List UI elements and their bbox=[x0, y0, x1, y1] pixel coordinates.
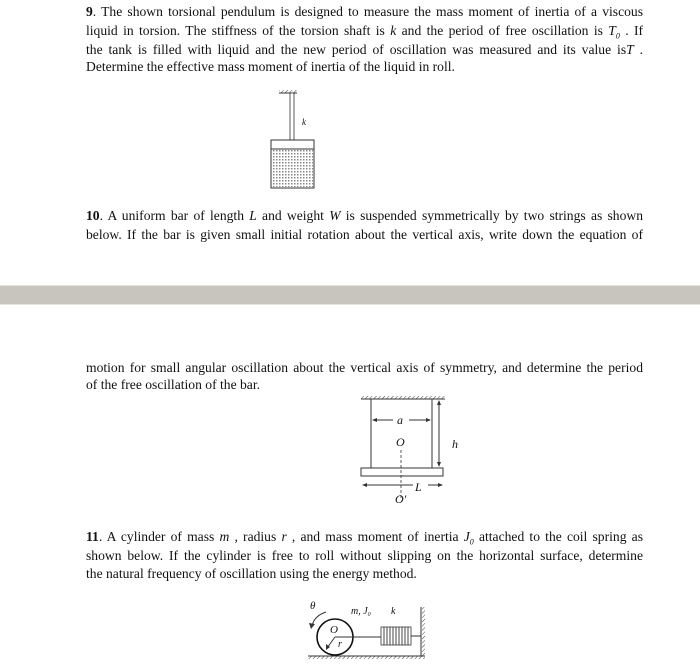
q9-line-1: 9. The shown torsional pendulum is designed to measure the mass moment of inertia of a viscous bbox=[86, 4, 643, 19]
rotation-arrowhead bbox=[309, 623, 315, 629]
q9-line-3: the tank is filled with liquid and the new period of oscillation was measured and its value isT . bbox=[86, 42, 643, 57]
label-k: k bbox=[391, 606, 396, 617]
symbol-T: T bbox=[626, 42, 634, 57]
q9-number: 9 bbox=[86, 4, 93, 19]
label-O-prime: O' bbox=[395, 492, 407, 506]
label-L: L bbox=[415, 480, 422, 494]
q11-line-2: shown below. If the cylinder is free to roll without slipping on the horizontal surface, determine bbox=[86, 548, 643, 563]
q11-line-3: the natural frequency of oscillation using the energy method. bbox=[86, 566, 417, 581]
q10-line-1: 10. A uniform bar of length L and weight W is suspended symmetrically by two strings as shown bbox=[86, 208, 644, 223]
label-r: r bbox=[338, 639, 342, 650]
q10-line-4: of the free oscillation of the bar. bbox=[86, 377, 261, 392]
label-mJ0: m, $J_0$ bbox=[351, 606, 371, 618]
q9-line-4: Determine the effective mass moment of inertia of the liquid in roll. bbox=[86, 59, 455, 74]
q9-line-2: liquid in torsion. The stiffness of the torsion shaft is k and the period of free oscillation is $T_0$ . If bbox=[86, 23, 644, 41]
label-a: a bbox=[397, 413, 403, 427]
q10-line-2: below. If the bar is given small initial rotation about the vertical axis, write down the equation of bbox=[86, 227, 643, 242]
q11-number: 11 bbox=[86, 529, 99, 544]
symbol-J0: $J_0$ bbox=[463, 529, 474, 547]
symbol-k: k bbox=[390, 23, 397, 38]
label-h: h bbox=[452, 437, 458, 451]
q10-number: 10 bbox=[86, 208, 100, 223]
q10-line-3: motion for small angular oscillation about the vertical axis of symmetry, and determine the period bbox=[86, 360, 643, 375]
coil-spring bbox=[381, 627, 411, 645]
q11-line-1: 11. A cylinder of mass m , radius r , and mass moment of inertia $J_0$ attached to the coil spring as bbox=[86, 529, 643, 547]
symbol-T0: $T_0$ bbox=[608, 23, 620, 41]
label-O: O bbox=[396, 435, 405, 449]
label-theta: θ bbox=[310, 600, 316, 612]
wall-hatch bbox=[422, 607, 425, 656]
label-k: k bbox=[302, 117, 306, 127]
label-O: O bbox=[330, 624, 338, 636]
